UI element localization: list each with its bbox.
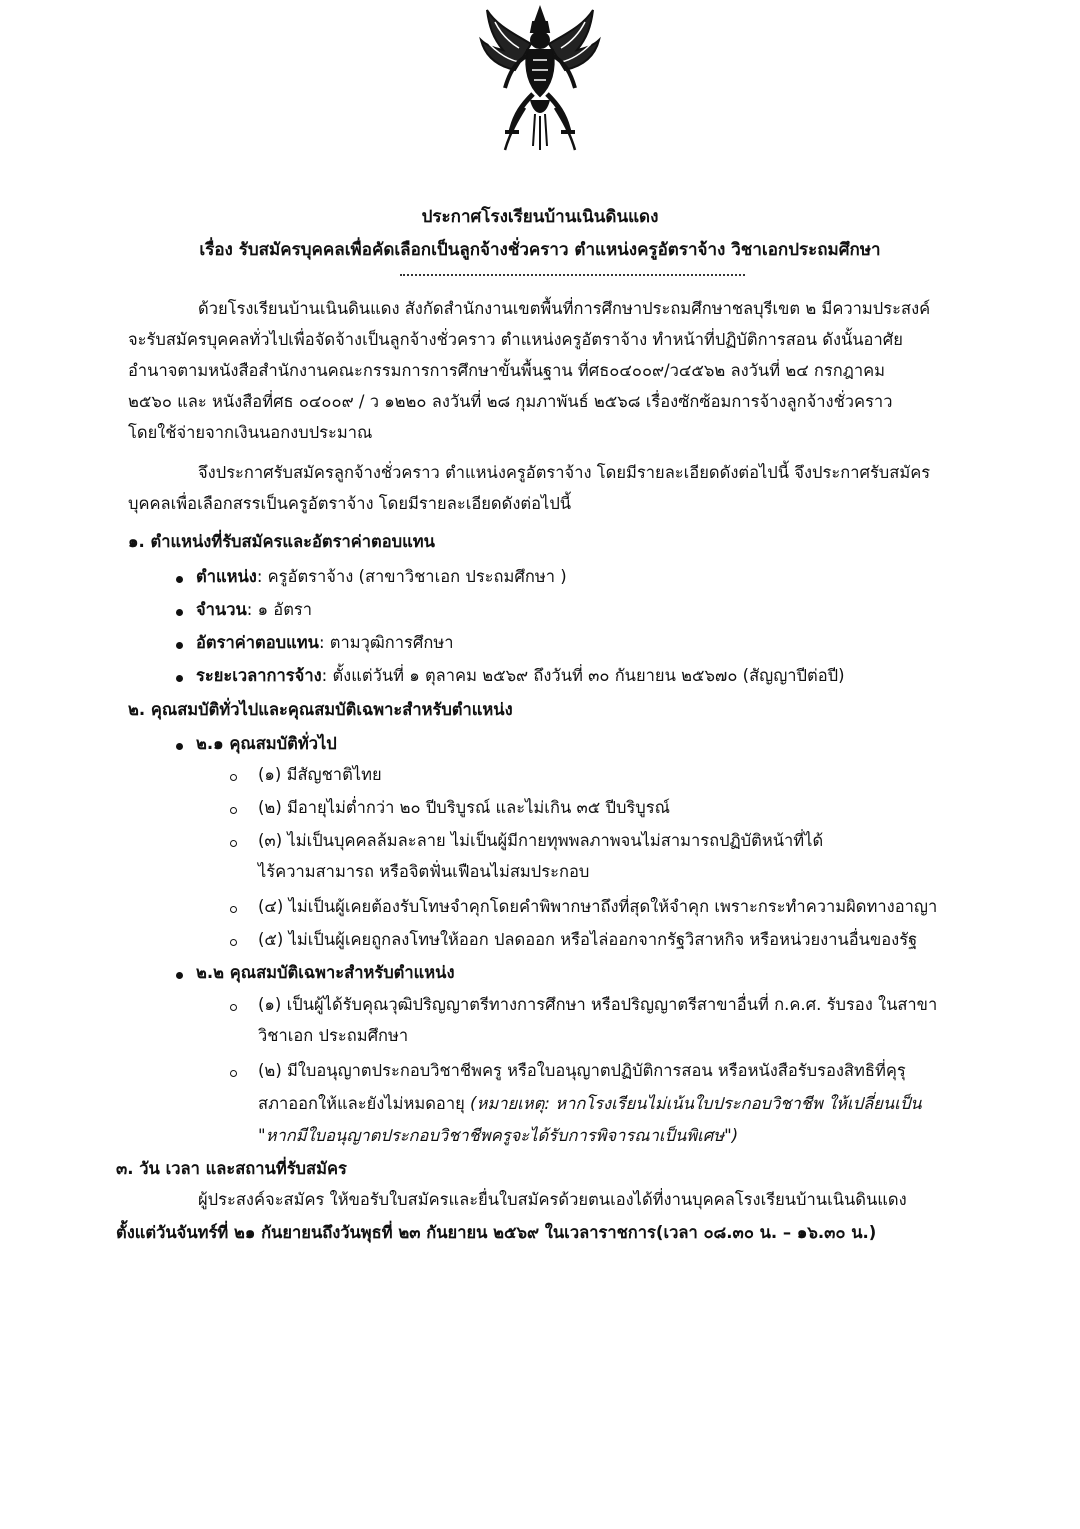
qual-general-3-cont: ไร้ความสามารถ หรือจิตฟั่นเฟือนไม่สมประกอบ — [258, 862, 590, 881]
announce-line-1: จึงประกาศรับสมัครลูกจ้างชั่วคราว ตำแหน่งครูอัตราจ้าง โดยมีรายละเอียดดังต่อไปนี้ จึงประกาศรับสมัคร — [198, 463, 931, 482]
garuda-emblem-icon — [475, 4, 605, 154]
divider-dotted — [400, 268, 745, 276]
section3-line-1: ผู้ประสงค์จะสมัคร ให้ขอรับใบสมัครและยื่นใบสมัครด้วยตนเองได้ที่งานบุคคลโรงเรียนบ้านเนินดินแดง — [198, 1190, 907, 1209]
circle-bullet-icon — [230, 939, 237, 946]
note-text: (หมายเหตุ: หากโรงเรียนไม่เน้นใบประกอบวิชาชีพ ให้เปลี่ยนเป็น — [470, 1094, 922, 1113]
intro-line-5: โดยใช้จ่ายจากเงินนอกงบประมาณ — [128, 423, 373, 442]
section3-heading: ๓. วัน เวลา และสถานที่รับสมัคร — [116, 1159, 347, 1178]
announce-line-2: บุคคลเพื่อเลือกสรรเป็นครูอัตราจ้าง โดยมีรายละเอียดดังต่อไปนี้ — [128, 494, 572, 513]
announcement-title: ประกาศโรงเรียนบ้านเนินดินแดง — [421, 207, 659, 227]
circle-bullet-icon — [230, 774, 237, 781]
bullet-icon — [176, 743, 183, 750]
section2-2-heading: ๒.๒ คุณสมบัติเฉพาะสำหรับตำแหน่ง — [196, 963, 455, 982]
intro-line-1: ด้วยโรงเรียนบ้านเนินดินแดง สังกัดสำนักงานเขตพื้นที่การศึกษาประถมศึกษาชลบุรีเขต ๒ มีความประสงค์ — [198, 299, 931, 318]
section2-1-heading: ๒.๑ คุณสมบัติทั่วไป — [196, 734, 337, 753]
bullet-icon — [176, 972, 183, 979]
bullet-icon — [176, 576, 183, 583]
section1-item-period: ระยะเวลาการจ้าง: ตั้งแต่วันที่ ๑ ตุลาคม ๒๕๖๙ ถึงวันที่ ๓๐ กันยายน ๒๕๖๗๐ (สัญญาปีต่อปี) — [196, 666, 845, 685]
section1-item-salary: อัตราค่าตอบแทน: ตามวุฒิการศึกษา — [196, 633, 454, 652]
qual-specific-1-cont: วิชาเอก ประถมศึกษา — [258, 1026, 409, 1045]
qual-specific-1: (๑) เป็นผู้ได้รับคุณวุฒิปริญญาตรีทางการศึกษา หรือปริญญาตรีสาขาอื่นที่ ก.ค.ศ. รับรอง ในสาขา — [258, 995, 938, 1014]
circle-bullet-icon — [230, 1004, 237, 1011]
qual-general-1: (๑) มีสัญชาติไทย — [258, 765, 382, 784]
qual-general-2: (๒) มีอายุไม่ต่ำกว่า ๒๐ ปีบริบูรณ์ และไม่เกิน ๓๕ ปีบริบูรณ์ — [258, 798, 670, 817]
qual-general-4: (๔) ไม่เป็นผู้เคยต้องรับโทษจำคุกโดยคำพิพากษาถึงที่สุดให้จำคุก เพราะกระทำความผิดทางอาญา — [258, 897, 938, 916]
circle-bullet-icon — [230, 906, 237, 913]
section1-item-position: ตำแหน่ง: ครูอัตราจ้าง (สาขาวิชาเอก ประถมศึกษา ) — [196, 567, 567, 586]
qual-specific-2-cont: สภาออกให้และยังไม่หมดอายุ (หมายเหตุ: หากโรงเรียนไม่เน้นใบประกอบวิชาชีพ ให้เปลี่ยนเป็น — [258, 1094, 922, 1113]
qual-general-3: (๓) ไม่เป็นบุคคลล้มละลาย ไม่เป็นผู้มีกายทุพพลภาพจนไม่สามารถปฏิบัติหน้าที่ได้ — [258, 831, 824, 850]
section1-heading: ๑. ตำแหน่งที่รับสมัครและอัตราค่าตอบแทน — [128, 532, 435, 551]
announcement-subject: เรื่อง รับสมัครบุคคลเพื่อคัดเลือกเป็นลูกจ้างชั่วคราว ตำแหน่งครูอัตราจ้าง วิชาเอกประถมศึกษา — [199, 240, 881, 260]
bullet-icon — [176, 675, 183, 682]
section2-heading: ๒. คุณสมบัติทั่วไปและคุณสมบัติเฉพาะสำหรับตำแหน่ง — [128, 700, 513, 719]
qual-general-5: (๕) ไม่เป็นผู้เคยถูกลงโทษให้ออก ปลดออก หรือไล่ออกจากรัฐวิสาหกิจ หรือหน่วยงานอื่นของรัฐ — [258, 930, 918, 949]
intro-line-2: จะรับสมัครบุคคลทั่วไปเพื่อจัดจ้างเป็นลูกจ้างชั่วคราว ตำแหน่งครูอัตราจ้าง ทำหน้าที่ปฏิบัติการสอน ดังนั้นอาศัย — [128, 330, 903, 349]
circle-bullet-icon — [230, 840, 237, 847]
qual-specific-2: (๒) มีใบอนุญาตประกอบวิชาชีพครู หรือใบอนุญาตปฏิบัติการสอน หรือหนังสือรับรองสิทธิที่คุรุ — [258, 1061, 906, 1080]
circle-bullet-icon — [230, 807, 237, 814]
note-text-cont: "หากมีใบอนุญาตประกอบวิชาชีพครูจะได้รับการพิจารณาเป็นพิเศษ") — [258, 1126, 739, 1145]
intro-line-4: ๒๕๖๐ และ หนังสือที่ศธ ๐๔๐๐๙ / ว ๑๒๒๐ ลงวันที่ ๒๘ กุมภาพันธ์ ๒๕๖๘ เรื่องซักซ้อมการจ้างลูกจ้างชั่วคราว — [128, 392, 893, 411]
bullet-icon — [176, 642, 183, 649]
intro-line-3: อำนาจตามหนังสือสำนักงานคณะกรรมการการศึกษาขั้นพื้นฐาน ที่ศธ๐๔๐๐๙/ว๔๕๖๒ ลงวันที่ ๒๔ กรกฎาคม — [128, 361, 886, 380]
section3-line-2: ตั้งแต่วันจันทร์ที่ ๒๑ กันยายนถึงวันพุธที่ ๒๓ กันยายน ๒๕๖๙ ในเวลาราชการ(เวลา ๐๘.๓๐ น. – ๑๖.๓๐ น.) — [116, 1223, 877, 1242]
bullet-icon — [176, 609, 183, 616]
section1-item-count: จำนวน: ๑ อัตรา — [196, 600, 313, 619]
circle-bullet-icon — [230, 1070, 237, 1077]
